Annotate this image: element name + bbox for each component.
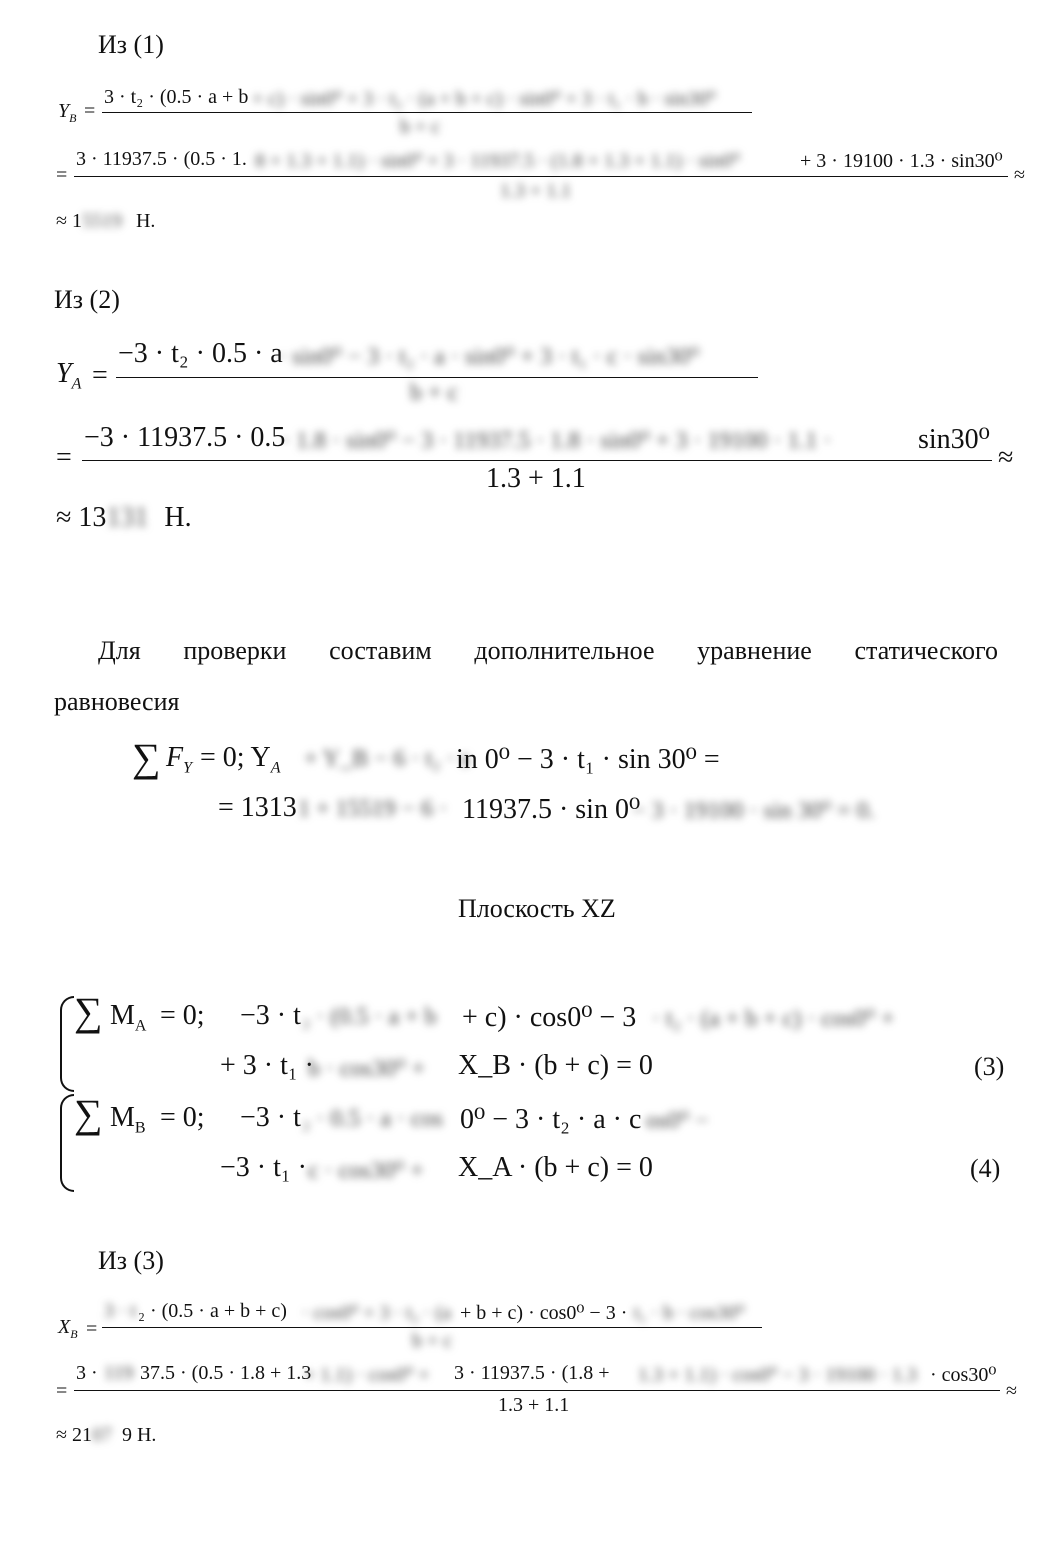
ya-numeric-denominator: 1.3 + 1.1 <box>486 463 586 494</box>
xb-symbol: X <box>58 1316 71 1338</box>
ya-result <box>56 502 192 534</box>
yb-symbol: Y <box>58 100 70 122</box>
row2-right: X_B · (b + c) = 0 <box>458 1050 653 1081</box>
yb-result-prefix: ≈ 1 <box>56 210 82 232</box>
eq1-blurred: + Y_B − 6 · t₂ · s <box>304 746 470 772</box>
row1-mid: + c) · cos0⁰ − 3 <box>462 1002 637 1033</box>
yb-numerator-visible: 3 · t₂ · (0.5 · a + b <box>104 86 249 108</box>
system-brace-lower <box>60 1094 74 1192</box>
xb-num-blur-mid: · cos0⁰ + 3 · t₂ · (a <box>302 1302 452 1324</box>
ya-numerator-blurred: · sin0⁰ − 3 · t₂ · a · sin0⁰ + 3 · t₁ · c · sin30⁰ <box>278 344 700 370</box>
yb-numeric-approx: ≈ <box>1014 164 1025 186</box>
row2-left: + 3 · t₁ · <box>220 1050 314 1081</box>
row3-moment-sub: B <box>134 1119 146 1137</box>
row1-left: −3 · t <box>240 1000 301 1031</box>
row1-sum: ∑ <box>74 989 103 1034</box>
sum-symbol: ∑ <box>132 735 161 780</box>
heading-from-1: Из (1) <box>98 30 164 59</box>
row3-moment: M <box>110 1102 135 1133</box>
ya-result-prefix: ≈ 13 <box>56 502 107 533</box>
eq2-left: = 1313 <box>218 792 297 823</box>
xb-numeric-visible-b: 3 · 11937.5 · (1.8 + <box>454 1362 610 1384</box>
force-subscript: Y <box>183 759 193 777</box>
force-symbol: F <box>166 742 184 773</box>
xb-numeric-blur-a: 119 <box>104 1362 134 1384</box>
xb-numeric-left: 3 · <box>76 1362 98 1384</box>
xb-result <box>56 1424 156 1447</box>
ya-numeric-equals: = <box>56 442 72 473</box>
yb-result-blurred: 5519 <box>81 210 122 232</box>
eq1-mid: = 0; Y <box>200 742 271 773</box>
eq2-mid: 11937.5 · sin 0⁰ <box>462 794 641 825</box>
ya-subscript: A <box>71 375 82 393</box>
ya-result-blurred: 131 <box>106 502 149 533</box>
row3-blurred-right: os0⁰ − <box>646 1108 709 1134</box>
xb-numeric-blur-c: 1.3 + 1.1) · cos0⁰ − 3 · 19100 · 1.3 <box>638 1364 917 1386</box>
xb-numeric-denominator: 1.3 + 1.1 <box>498 1394 570 1416</box>
row1-moment: M <box>110 1000 135 1031</box>
eq2-blurred-right: − 3 · 19100 · sin 30⁰ = 0. <box>632 798 875 824</box>
xb-result-prefix: ≈ 21 <box>56 1424 92 1446</box>
equation-label-4: (4) <box>970 1154 1001 1183</box>
check-paragraph-line1: Для проверки составим дополнительное уравнение статического <box>98 636 998 665</box>
row1-blurred-right: · t₂ · (a + b + c) · cos0⁰ + <box>652 1006 895 1032</box>
ya-numeric-approx: ≈ <box>998 442 1014 473</box>
yb-numeric-numerator-left: 3 · 11937.5 · (0.5 · 1. <box>76 148 247 170</box>
yb-result-suffix: Н. <box>135 210 156 232</box>
row4-right: X_A · (b + c) = 0 <box>458 1152 653 1183</box>
heading-from-3: Из (3) <box>98 1246 164 1275</box>
equation-label-3: (3) <box>974 1052 1005 1081</box>
yb-numerator-blurred: + c) · sin0⁰ + 3 · t₂ · (a + b + c) · sin0⁰ + 3 · t₁ · b · sin30⁰ <box>252 88 716 110</box>
xb-numeric-visible-c: · cos30⁰ <box>930 1364 997 1386</box>
row3-eq: = 0; <box>160 1102 205 1133</box>
xb-result-suffix: 9 Н. <box>121 1424 157 1446</box>
yb-numeric-numerator-right: + 3 · 19100 · 1.3 · sin30⁰ <box>800 150 1003 172</box>
ya-numeric-numerator-right: sin30⁰ <box>918 424 990 455</box>
ya-equals: = <box>92 360 108 391</box>
xb-denominator-blurred: b + c <box>412 1330 453 1352</box>
ya-numeric-numerator-left: −3 · 11937.5 · 0.5 <box>84 422 286 453</box>
heading-from-2: Из (2) <box>54 285 120 314</box>
system-brace-upper <box>60 996 74 1092</box>
row1-blurred: ₂ · (0.5 · a + b <box>302 1004 437 1030</box>
xb-numeric-visible-a: 37.5 · (0.5 · 1.8 + 1.3 <box>140 1362 312 1384</box>
eq1-right: in 0⁰ − 3 · t₁ · sin 30⁰ = <box>456 744 720 775</box>
row4-left: −3 · t₁ · <box>220 1152 307 1183</box>
xb-numeric-equals: = <box>56 1380 68 1402</box>
xb-num-blur-right: t₁ · b · cos30⁰ <box>634 1302 745 1324</box>
plane-title: Плоскость XZ <box>458 894 616 923</box>
yb-subscript: B <box>69 111 77 125</box>
xb-num-blur-left: 3 · t <box>104 1300 137 1322</box>
row3-sum: ∑ <box>74 1091 103 1136</box>
yb-numeric-numerator-blurred: 8 + 1.3 + 1.1) · sin0⁰ + 3 · 11937.5 · (1.8 + 1.3 + 1.1) · sin0⁰ <box>255 150 740 172</box>
eq2-blurred: 1 + 15519 − 6 · <box>298 796 448 822</box>
row1-moment-sub: A <box>134 1017 147 1035</box>
row2-blurred: b · cos30⁰ + <box>308 1056 426 1082</box>
xb-num-visible-left: ₂ · (0.5 · a + b + c) <box>138 1300 287 1322</box>
xb-numeric-blur-b: + 1.1) · cos0⁰ + <box>304 1364 430 1386</box>
row3-mid: 0⁰ − 3 · t₂ · a · c <box>460 1104 642 1135</box>
ya-symbol: Y <box>56 358 72 389</box>
row3-blurred: ₂ · 0.5 · a · cos <box>302 1106 443 1132</box>
yb-numeric-equals: = <box>56 164 68 186</box>
yb-equals: = <box>84 100 96 122</box>
yb-denominator-blurred: b + c <box>400 116 441 138</box>
xb-num-visible-right: + b + c) · cos0⁰ − 3 · <box>460 1302 628 1324</box>
check-paragraph-line2: равновесия <box>54 687 180 716</box>
yb-result <box>56 210 155 233</box>
row4-blurred: c · cos30⁰ + <box>308 1158 424 1184</box>
ya-numerator-visible: −3 · t₂ · 0.5 · a <box>118 338 283 369</box>
row3-left: −3 · t <box>240 1102 301 1133</box>
ya-denominator-blurred: b + c <box>410 380 459 406</box>
eq1-sub-a: A <box>270 759 281 777</box>
xb-subscript: B <box>70 1327 78 1341</box>
xb-result-blurred: 07 <box>91 1424 112 1446</box>
xb-equals: = <box>86 1318 98 1340</box>
xb-numeric-approx: ≈ <box>1006 1380 1017 1402</box>
ya-result-suffix: Н. <box>164 502 192 533</box>
ya-numeric-numerator-blurred: · 1.8 · sin0⁰ − 3 · 11937.5 · 1.8 · sin0⁰ + 3 · 19100 · 1.1 · <box>282 428 832 454</box>
yb-numeric-denominator-blurred: 1.3 + 1.1 <box>500 180 572 202</box>
row1-eq: = 0; <box>160 1000 205 1031</box>
